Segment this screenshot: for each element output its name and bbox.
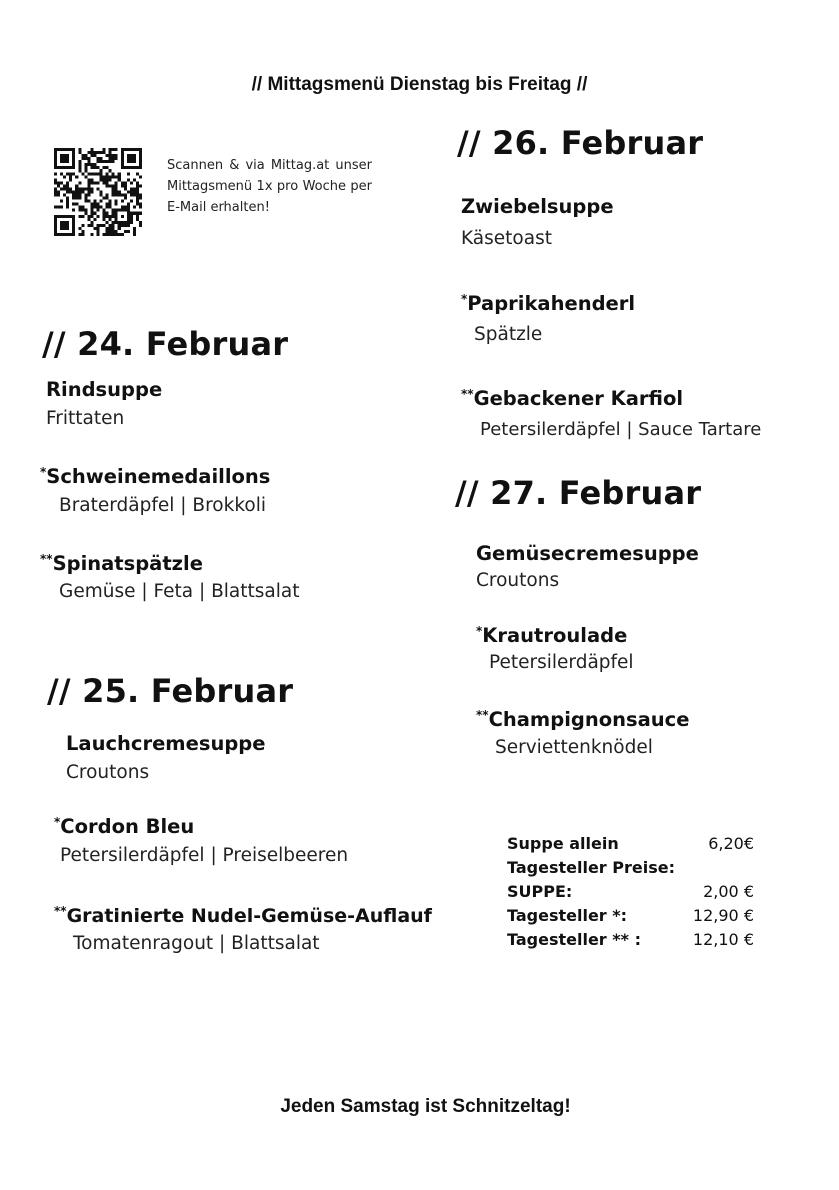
qr-caption: Scannen & via Mittag.at unser Mittagsmenü 1x pro Woche per E-Mail erhalten! <box>167 158 372 215</box>
price-row-plate2 <box>507 930 754 952</box>
price-row-soup <box>507 882 754 904</box>
marker: * <box>40 465 47 479</box>
marker: * <box>476 624 483 638</box>
side-soup-feb27: Croutons <box>476 570 560 591</box>
price-label: Suppe allein <box>507 834 619 853</box>
day-title-feb26: // 26. Februar <box>457 124 704 162</box>
dish-name: Schweinemedaillons <box>46 465 271 488</box>
page-title: // Mittagsmenü Dienstag bis Freitag // <box>251 74 588 95</box>
dish-soup-feb25: Lauchcremesuppe <box>66 732 266 755</box>
price-value: 2,00 € <box>703 882 754 901</box>
price-row-soup-alone <box>507 834 754 856</box>
dish-main1-feb27 <box>476 624 627 647</box>
dish-main2-feb26 <box>461 387 683 410</box>
dish-main1-feb25 <box>54 815 194 838</box>
side-main1-feb27: Petersilerdäpfel <box>489 652 634 673</box>
price-label: SUPPE: <box>507 882 573 901</box>
marker: ** <box>54 904 67 918</box>
price-value: 12,90 € <box>692 906 754 925</box>
dish-soup-feb27: Gemüsecremesuppe <box>476 542 699 565</box>
side-soup-feb24: Frittaten <box>46 408 125 429</box>
day-title-feb24: // 24. Februar <box>42 325 289 363</box>
side-main1-feb26: Spätzle <box>474 324 543 345</box>
day-title-feb25: // 25. Februar <box>47 672 294 710</box>
dish-soup-feb26: Zwiebelsuppe <box>461 195 614 218</box>
dish-name: Krautroulade <box>482 624 628 647</box>
price-heading <box>507 858 754 880</box>
footer-note: Jeden Samstag ist Schnitzeltag! <box>280 1096 571 1117</box>
price-label: Tagesteller ** : <box>507 930 641 949</box>
side-main2-feb24: Gemüse | Feta | Blattsalat <box>59 581 300 602</box>
qr-code-icon[interactable] <box>54 148 142 236</box>
price-value: 12,10 € <box>692 930 754 949</box>
side-main2-feb26: Petersilerdäpfel | Sauce Tartare <box>480 419 762 440</box>
marker: ** <box>476 708 489 722</box>
price-heading-label: Tagesteller Preise: <box>507 858 675 877</box>
dish-soup-feb24: Rindsuppe <box>46 378 163 401</box>
marker: ** <box>40 552 53 566</box>
day-title-feb27: // 27. Februar <box>455 474 702 512</box>
dish-name: Gebackener Karfiol <box>473 387 684 410</box>
price-list <box>507 834 754 954</box>
marker: * <box>461 292 468 306</box>
side-soup-feb25: Croutons <box>66 762 150 783</box>
dish-name: Spinatspätzle <box>52 552 203 575</box>
dish-name: Champignonsauce <box>488 708 690 731</box>
dish-name: Gratinierte Nudel-Gemüse-Auflauf <box>66 905 432 927</box>
marker: ** <box>461 387 474 401</box>
side-main2-feb25: Tomatenragout | Blattsalat <box>73 933 320 954</box>
side-main1-feb24: Braterdäpfel | Brokkoli <box>59 495 266 516</box>
dish-main2-feb27 <box>476 708 689 731</box>
dish-name: Cordon Bleu <box>60 815 195 838</box>
dish-main1-feb24 <box>40 465 270 488</box>
dish-name: Paprikahenderl <box>467 292 636 315</box>
price-value: 6,20€ <box>708 834 754 853</box>
price-label: Tagesteller *: <box>507 906 628 925</box>
price-row-plate1 <box>507 906 754 928</box>
side-main2-feb27: Serviettenknödel <box>495 737 653 758</box>
marker: * <box>54 815 61 829</box>
dish-main2-feb24 <box>40 552 203 575</box>
side-main1-feb25: Petersilerdäpfel | Preiselbeeren <box>60 845 349 866</box>
dish-main1-feb26 <box>461 292 635 315</box>
dish-main2-feb25 <box>54 904 432 927</box>
side-soup-feb26: Käsetoast <box>461 228 552 249</box>
